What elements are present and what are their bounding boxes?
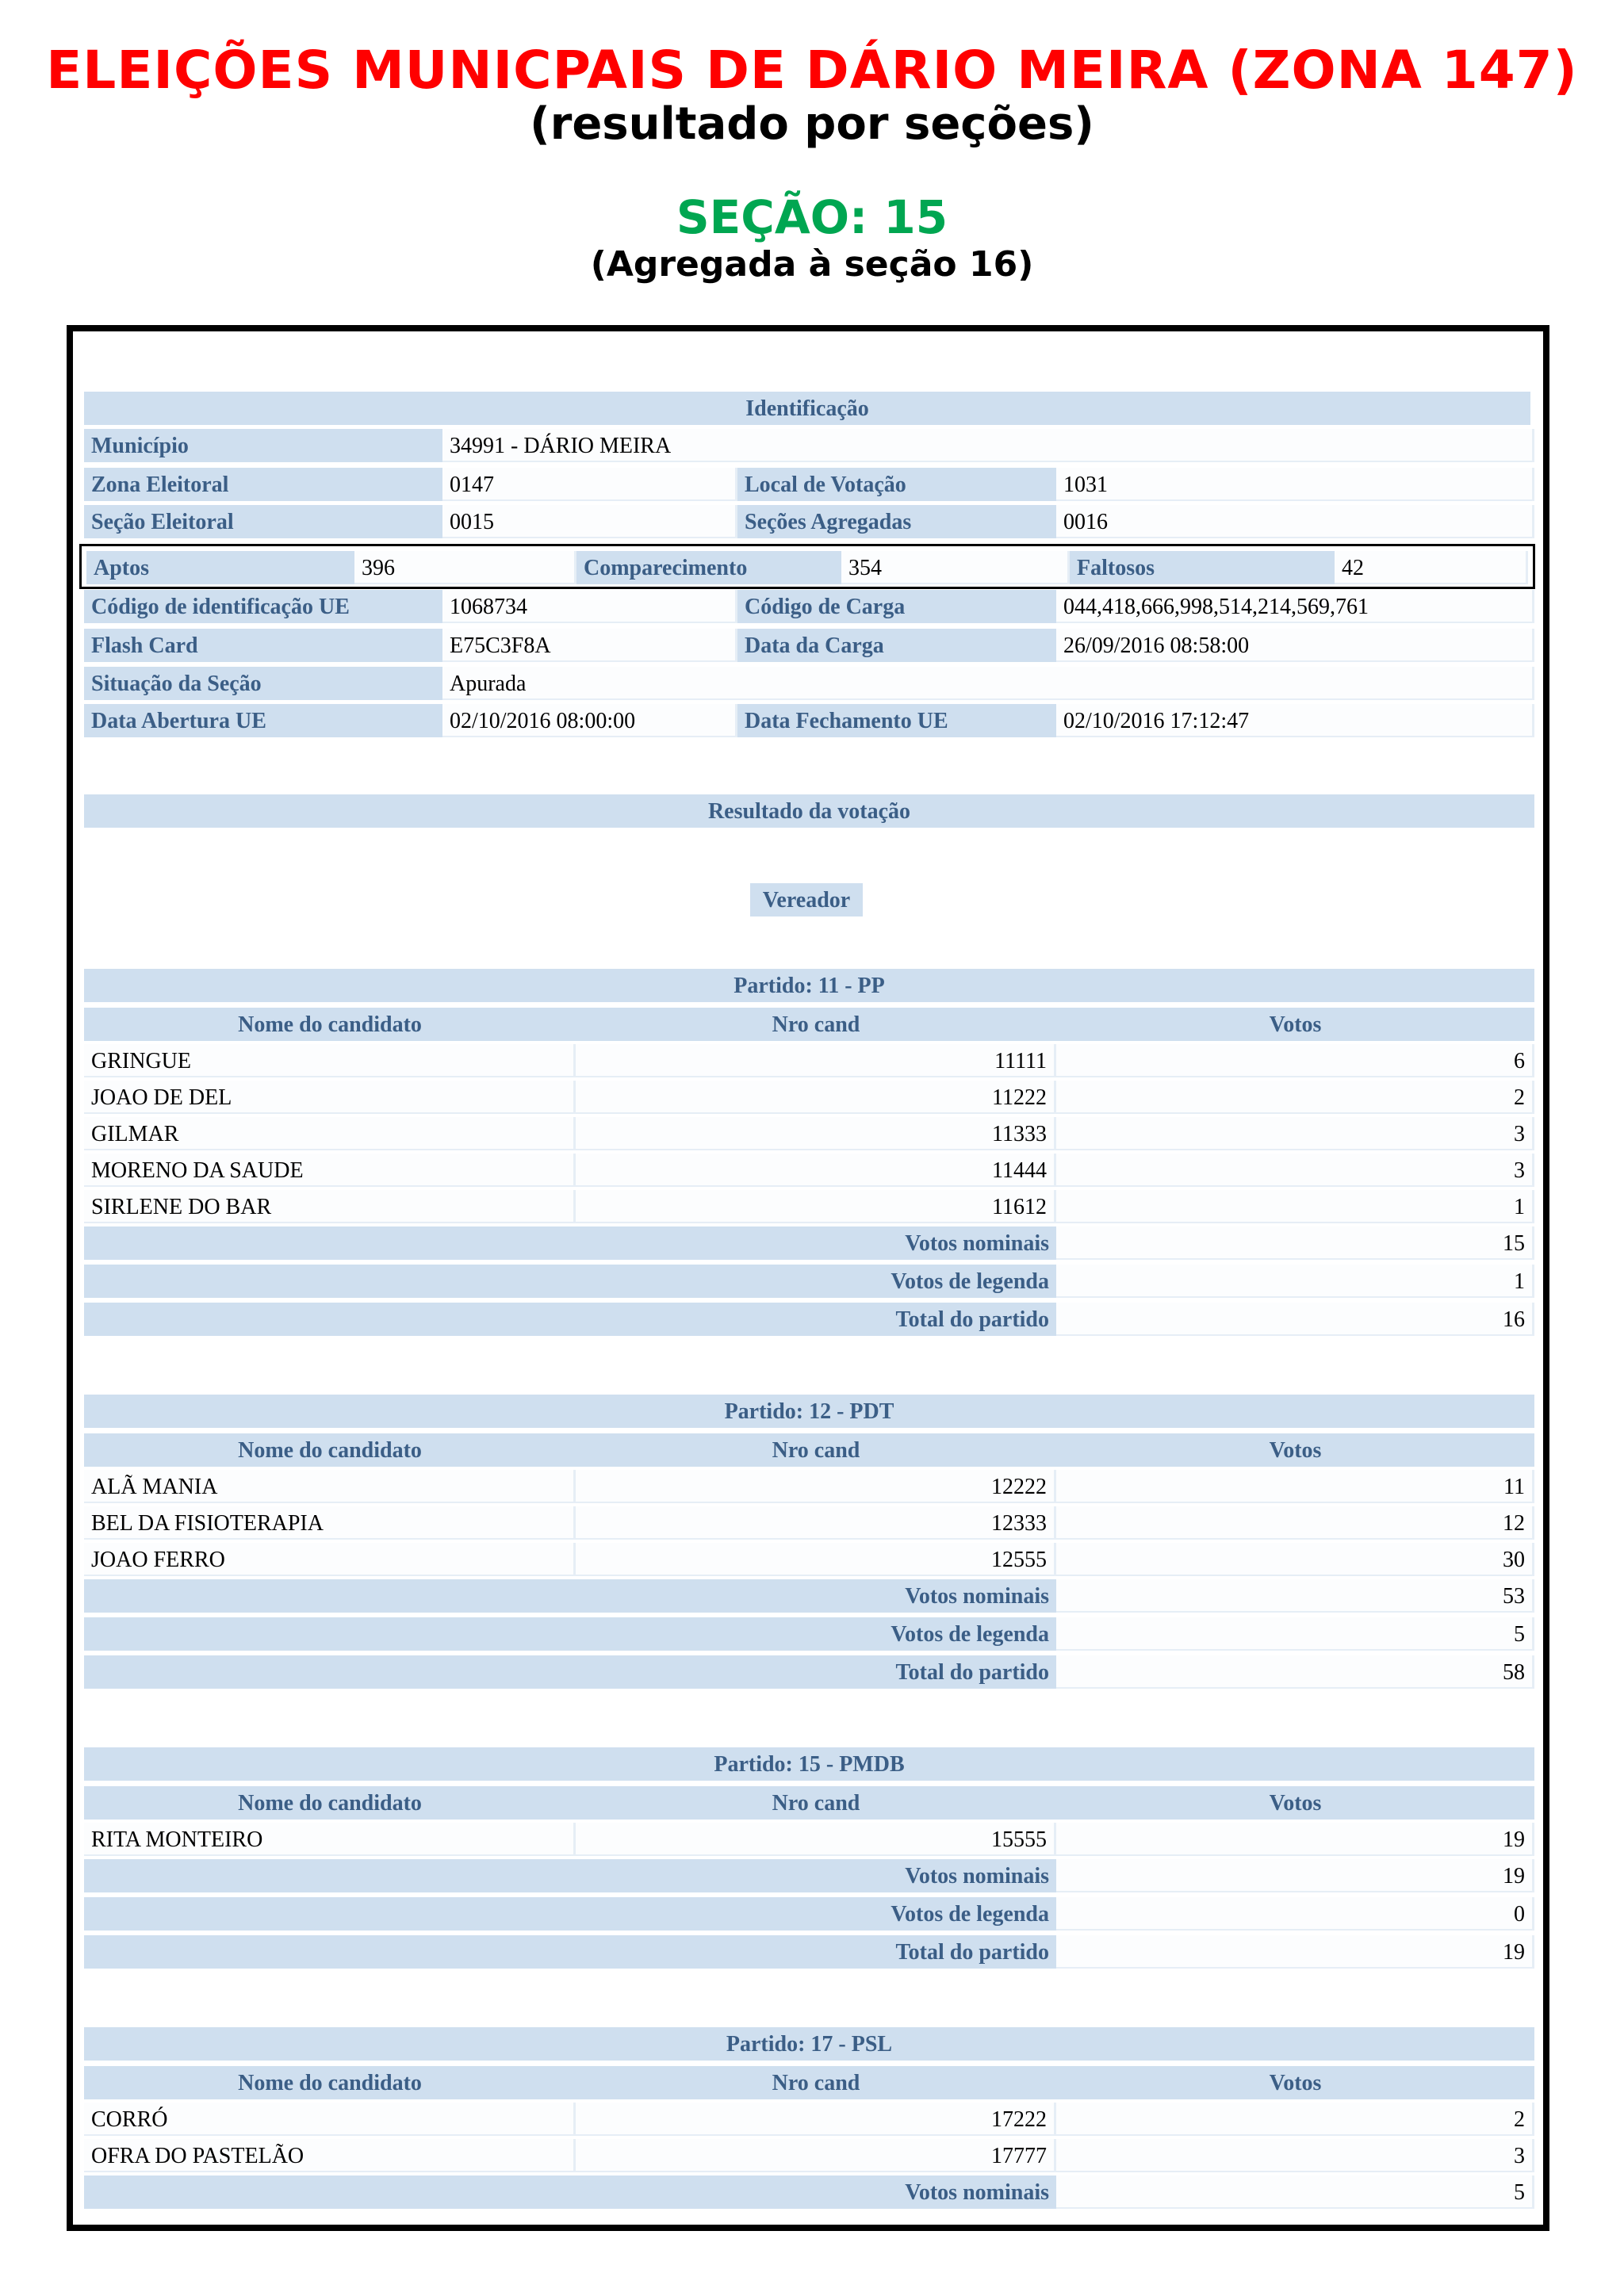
candidate-number: 12333 bbox=[576, 1506, 1056, 1540]
candidate-number: 11222 bbox=[576, 1081, 1056, 1114]
votos-legenda-label: Votos de legenda bbox=[84, 1265, 1056, 1298]
codigo-ue-value: 1068734 bbox=[442, 590, 737, 623]
candidate-name: BEL DA FISIOTERAPIA bbox=[84, 1506, 576, 1540]
candidate-votes: 3 bbox=[1056, 2139, 1534, 2172]
abertura-label: Data Abertura UE bbox=[84, 704, 442, 737]
faltosos-label: Faltosos bbox=[1070, 551, 1335, 584]
votos-nominais-value: 19 bbox=[1056, 1859, 1534, 1892]
codigo-carga-label: Código de Carga bbox=[737, 590, 1056, 623]
page-subtitle: (resultado por seções) bbox=[530, 98, 1094, 150]
votos-nominais-label: Votos nominais bbox=[84, 1859, 1056, 1892]
column-header-nro: Nro cand bbox=[576, 1786, 1056, 1820]
faltosos-value: 42 bbox=[1335, 551, 1528, 584]
candidate-name: CORRÓ bbox=[84, 2103, 576, 2136]
zona-label: Zona Eleitoral bbox=[84, 468, 442, 501]
column-header-nome: Nome do candidato bbox=[84, 1433, 576, 1467]
votos-legenda-label: Votos de legenda bbox=[84, 1897, 1056, 1931]
candidate-number: 17777 bbox=[576, 2139, 1056, 2172]
secao-label: Seção Eleitoral bbox=[84, 505, 442, 538]
agregadas-label: Seções Agregadas bbox=[737, 505, 1056, 538]
cargo-label: Vereador bbox=[750, 883, 863, 916]
resultado-header: Resultado da votação bbox=[84, 794, 1534, 828]
data-carga-label: Data da Carga bbox=[737, 629, 1056, 662]
votos-nominais-value: 5 bbox=[1056, 2175, 1534, 2209]
candidate-votes: 12 bbox=[1056, 1506, 1534, 1540]
candidate-number: 12555 bbox=[576, 1543, 1056, 1576]
candidate-number: 11333 bbox=[576, 1117, 1056, 1150]
data-carga-value: 26/09/2016 08:58:00 bbox=[1056, 629, 1534, 662]
column-header-nro: Nro cand bbox=[576, 1008, 1056, 1041]
candidate-votes: 19 bbox=[1056, 1823, 1534, 1856]
section-title: SEÇÃO: 15 bbox=[676, 190, 948, 244]
total-partido-value: 19 bbox=[1056, 1935, 1534, 1969]
comparecimento-label: Comparecimento bbox=[576, 551, 841, 584]
party-header: Partido: 12 - PDT bbox=[84, 1395, 1534, 1428]
party-header: Partido: 15 - PMDB bbox=[84, 1747, 1534, 1781]
zona-value: 0147 bbox=[442, 468, 737, 501]
candidate-votes: 30 bbox=[1056, 1543, 1534, 1576]
column-header-nome: Nome do candidato bbox=[84, 1008, 576, 1041]
flash-card-label: Flash Card bbox=[84, 629, 442, 662]
identification-header: Identificação bbox=[84, 392, 1530, 425]
candidate-name: JOAO DE DEL bbox=[84, 1081, 576, 1114]
total-partido-value: 16 bbox=[1056, 1303, 1534, 1336]
candidate-number: 15555 bbox=[576, 1823, 1056, 1856]
comparecimento-value: 354 bbox=[841, 551, 1070, 584]
candidate-votes: 1 bbox=[1056, 1190, 1534, 1223]
municipio-value: 34991 - DÁRIO MEIRA bbox=[442, 429, 1534, 462]
candidate-votes: 3 bbox=[1056, 1117, 1534, 1150]
aptos-value: 396 bbox=[354, 551, 576, 584]
column-header-nome: Nome do candidato bbox=[84, 1786, 576, 1820]
candidate-votes: 2 bbox=[1056, 1081, 1534, 1114]
codigo-ue-label: Código de identificação UE bbox=[84, 590, 442, 623]
votos-legenda-value: 1 bbox=[1056, 1265, 1534, 1298]
votos-nominais-label: Votos nominais bbox=[84, 1226, 1056, 1260]
secao-value: 0015 bbox=[442, 505, 737, 538]
candidate-name: ALÃ MANIA bbox=[84, 1470, 576, 1503]
municipio-label: Município bbox=[84, 429, 442, 462]
candidate-name: OFRA DO PASTELÃO bbox=[84, 2139, 576, 2172]
candidate-number: 17222 bbox=[576, 2103, 1056, 2136]
local-label: Local de Votação bbox=[737, 468, 1056, 501]
votos-legenda-label: Votos de legenda bbox=[84, 1617, 1056, 1651]
total-partido-label: Total do partido bbox=[84, 1303, 1056, 1336]
aptos-label: Aptos bbox=[86, 551, 354, 584]
abertura-value: 02/10/2016 08:00:00 bbox=[442, 704, 737, 737]
candidate-name: SIRLENE DO BAR bbox=[84, 1190, 576, 1223]
column-header-votos: Votos bbox=[1056, 1786, 1534, 1820]
total-partido-label: Total do partido bbox=[84, 1655, 1056, 1689]
total-partido-label: Total do partido bbox=[84, 1935, 1056, 1969]
candidate-name: RITA MONTEIRO bbox=[84, 1823, 576, 1856]
votos-nominais-label: Votos nominais bbox=[84, 1579, 1056, 1613]
attendance-box bbox=[79, 544, 1535, 589]
candidate-number: 11612 bbox=[576, 1190, 1056, 1223]
party-header: Partido: 17 - PSL bbox=[84, 2027, 1534, 2061]
candidate-number: 12222 bbox=[576, 1470, 1056, 1503]
candidate-votes: 11 bbox=[1056, 1470, 1534, 1503]
codigo-carga-value: 044,418,666,998,514,214,569,761 bbox=[1056, 590, 1534, 623]
section-aggregation-note: (Agregada à seção 16) bbox=[590, 244, 1034, 285]
votos-nominais-value: 15 bbox=[1056, 1226, 1534, 1260]
column-header-nro: Nro cand bbox=[576, 2066, 1056, 2099]
candidate-number: 11444 bbox=[576, 1154, 1056, 1187]
column-header-nro: Nro cand bbox=[576, 1433, 1056, 1467]
candidate-votes: 2 bbox=[1056, 2103, 1534, 2136]
flash-card-value: E75C3F8A bbox=[442, 629, 737, 662]
fechamento-value: 02/10/2016 17:12:47 bbox=[1056, 704, 1534, 737]
fechamento-label: Data Fechamento UE bbox=[737, 704, 1056, 737]
votos-nominais-label: Votos nominais bbox=[84, 2175, 1056, 2209]
votos-legenda-value: 0 bbox=[1056, 1897, 1534, 1931]
local-value: 1031 bbox=[1056, 468, 1534, 501]
candidate-votes: 3 bbox=[1056, 1154, 1534, 1187]
votos-legenda-value: 5 bbox=[1056, 1617, 1534, 1651]
party-header: Partido: 11 - PP bbox=[84, 969, 1534, 1002]
column-header-votos: Votos bbox=[1056, 2066, 1534, 2099]
situacao-value: Apurada bbox=[442, 667, 1534, 700]
candidate-name: GILMAR bbox=[84, 1117, 576, 1150]
candidate-name: JOAO FERRO bbox=[84, 1543, 576, 1576]
candidate-votes: 6 bbox=[1056, 1044, 1534, 1077]
column-header-votos: Votos bbox=[1056, 1008, 1534, 1041]
candidate-name: GRINGUE bbox=[84, 1044, 576, 1077]
column-header-nome: Nome do candidato bbox=[84, 2066, 576, 2099]
total-partido-value: 58 bbox=[1056, 1655, 1534, 1689]
candidate-number: 11111 bbox=[576, 1044, 1056, 1077]
votos-nominais-value: 53 bbox=[1056, 1579, 1534, 1613]
page-title: ELEIÇÕES MUNICPAIS DE DÁRIO MEIRA (ZONA 147) bbox=[46, 40, 1578, 101]
candidate-name: MORENO DA SAUDE bbox=[84, 1154, 576, 1187]
agregadas-value: 0016 bbox=[1056, 505, 1534, 538]
situacao-label: Situação da Seção bbox=[84, 667, 442, 700]
column-header-votos: Votos bbox=[1056, 1433, 1534, 1467]
